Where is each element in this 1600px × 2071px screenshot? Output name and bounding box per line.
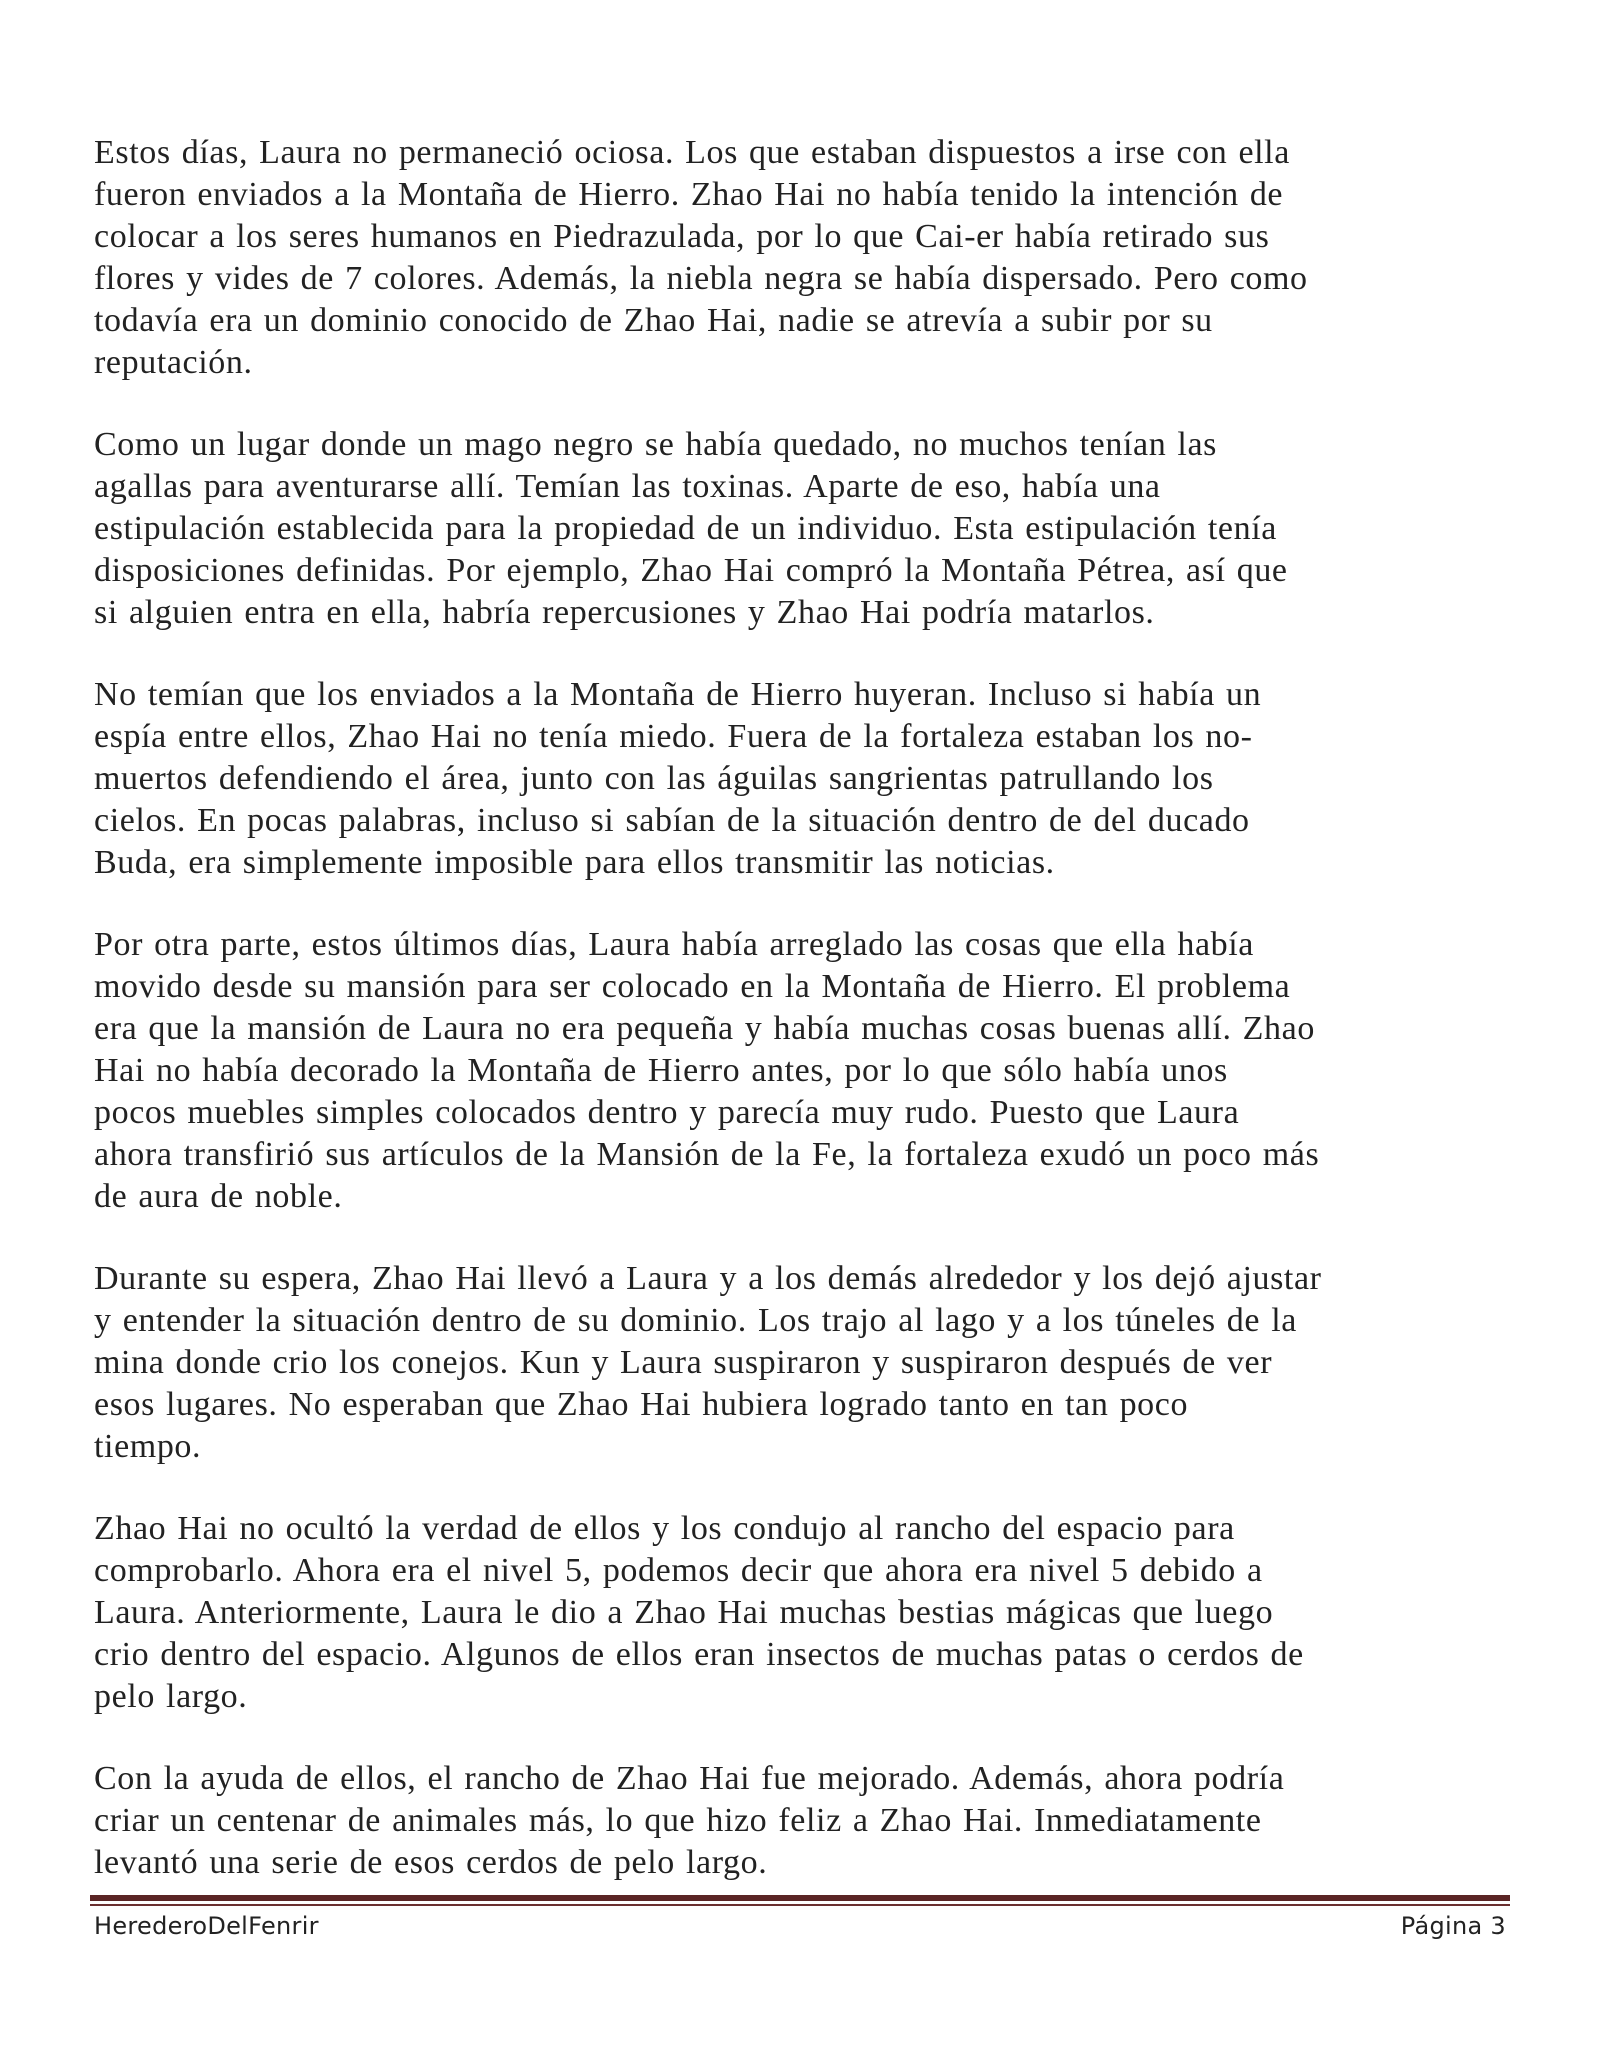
paragraph — [94, 132, 1514, 384]
text-line: No temían que los enviados a la Montaña de Hierro huyeran. Incluso si había un — [94, 676, 1262, 713]
text-line: esos lugares. No esperaban que Zhao Hai hubiera logrado tanto en tan poco — [94, 1386, 1189, 1423]
text-line: pelo largo. — [94, 1678, 248, 1715]
text-line: Con la ayuda de ellos, el rancho de Zhao Hai fue mejorado. Además, ahora podría — [94, 1760, 1285, 1797]
paragraph — [94, 924, 1514, 1218]
text-line: de aura de noble. — [94, 1178, 343, 1215]
text-line: movido desde su mansión para ser colocado en la Montaña de Hierro. El problema — [94, 968, 1291, 1005]
text-line: espía entre ellos, Zhao Hai no tenía miedo. Fuera de la fortaleza estaban los no- — [94, 718, 1253, 755]
text-line: Laura. Anteriormente, Laura le dio a Zhao Hai muchas bestias mágicas que luego — [94, 1594, 1274, 1631]
text-line: cielos. En pocas palabras, incluso si sabían de la situación dentro de del ducado — [94, 802, 1250, 839]
text-line: levantó una serie de esos cerdos de pelo largo. — [94, 1844, 768, 1881]
footer-divider — [90, 1895, 1510, 1901]
text-line: Por otra parte, estos últimos días, Laura había arreglado las cosas que ella había — [94, 926, 1254, 963]
text-line: tiempo. — [94, 1428, 202, 1465]
paragraph — [94, 1758, 1514, 1884]
text-line: flores y vides de 7 colores. Además, la niebla negra se había dispersado. Pero como — [94, 260, 1308, 297]
text-line: pocos muebles simples colocados dentro y parecía muy rudo. Puesto que Laura — [94, 1094, 1240, 1131]
text-line: crio dentro del espacio. Algunos de ellos eran insectos de muchas patas o cerdos de — [94, 1636, 1304, 1673]
text-line: criar un centenar de animales más, lo que hizo feliz a Zhao Hai. Inmediatamente — [94, 1802, 1262, 1839]
paragraph — [94, 424, 1514, 634]
text-line: Zhao Hai no ocultó la verdad de ellos y los condujo al rancho del espacio para — [94, 1510, 1235, 1547]
text-line: Durante su espera, Zhao Hai llevó a Laura y a los demás alrededor y los dejó ajustar — [94, 1260, 1322, 1297]
text-line: todavía era un dominio conocido de Zhao Hai, nadie se atrevía a subir por su — [94, 302, 1213, 339]
paragraph — [94, 1258, 1514, 1468]
text-line: muertos defendiendo el área, junto con las águilas sangrientas patrullando los — [94, 760, 1214, 797]
text-line: comprobarlo. Ahora era el nivel 5, podemos decir que ahora era nivel 5 debido a — [94, 1552, 1263, 1589]
paragraph — [94, 674, 1514, 884]
text-line: colocar a los seres humanos en Piedrazulada, por lo que Cai-er había retirado sus — [94, 218, 1270, 255]
text-line: disposiciones definidas. Por ejemplo, Zhao Hai compró la Montaña Pétrea, así que — [94, 552, 1288, 589]
text-line: Buda, era simplemente imposible para ellos transmitir las noticias. — [94, 844, 1055, 881]
text-line: reputación. — [94, 344, 253, 381]
text-line: y entender la situación dentro de su dominio. Los trajo al lago y a los túneles de la — [94, 1302, 1297, 1339]
paragraph — [94, 1508, 1514, 1718]
footer-divider-thin — [90, 1904, 1510, 1906]
text-line: agallas para aventurarse allí. Temían las toxinas. Aparte de eso, había una — [94, 468, 1161, 505]
text-line: si alguien entra en ella, habría repercusiones y Zhao Hai podría matarlos. — [94, 594, 1155, 631]
text-line: mina donde crio los conejos. Kun y Laura suspiraron y suspiraron después de ver — [94, 1344, 1273, 1381]
text-line: Hai no había decorado la Montaña de Hierro antes, por lo que sólo había unos — [94, 1052, 1228, 1089]
text-line: Como un lugar donde un mago negro se había quedado, no muchos tenían las — [94, 426, 1217, 463]
footer-page-number: Página 3 — [1400, 1912, 1506, 1940]
text-line: estipulación establecida para la propiedad de un individuo. Esta estipulación tenía — [94, 510, 1277, 547]
document-body — [94, 132, 1514, 1924]
footer-author: HerederoDelFenrir — [94, 1912, 319, 1940]
text-line: era que la mansión de Laura no era pequeña y había muchas cosas buenas allí. Zhao — [94, 1010, 1315, 1047]
text-line: fueron enviados a la Montaña de Hierro. Zhao Hai no había tenido la intención de — [94, 176, 1284, 213]
text-line: ahora transfirió sus artículos de la Mansión de la Fe, la fortaleza exudó un poco más — [94, 1136, 1320, 1173]
text-line: Estos días, Laura no permaneció ociosa. Los que estaban dispuestos a irse con ella — [94, 134, 1290, 171]
